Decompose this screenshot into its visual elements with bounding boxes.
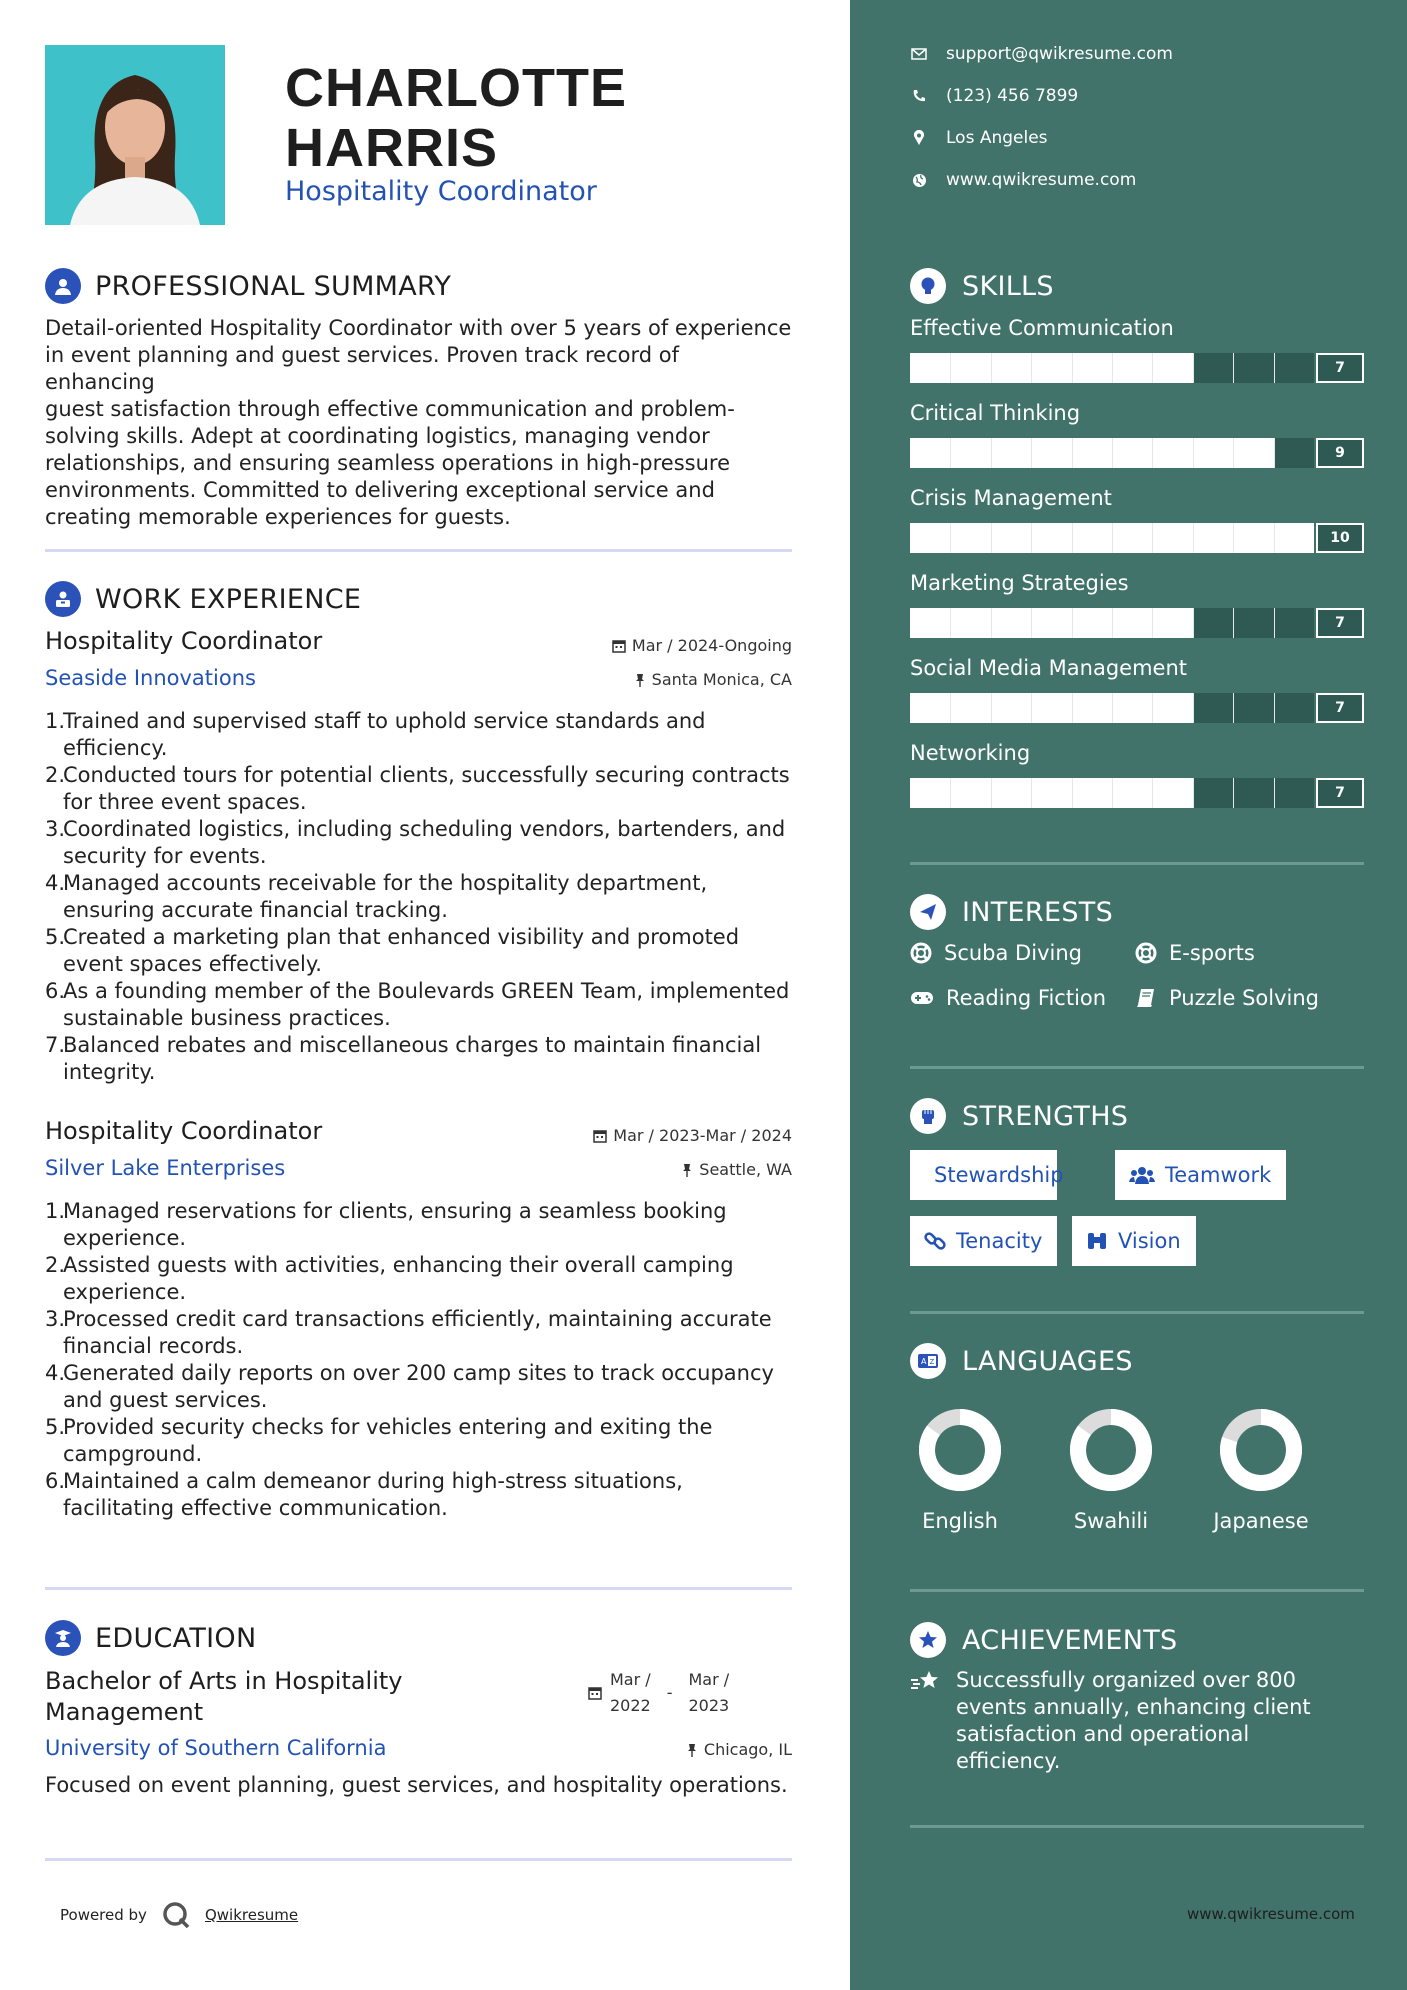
skills-title: SKILLS: [962, 270, 1054, 302]
item-line: ensuring accurate financial tracking.: [63, 898, 448, 922]
skill-score: 7: [1316, 778, 1364, 808]
strength-badge: [910, 1150, 1064, 1200]
link-icon: [924, 1230, 946, 1252]
skill-bar-segment: [1112, 438, 1113, 468]
skill-score: 7: [1316, 608, 1364, 638]
user-icon: [45, 268, 81, 304]
list-item: [45, 1360, 795, 1414]
summary-line: environments. Committed to delivering exceptional service and: [45, 478, 715, 502]
briefcase-user-icon: [45, 581, 81, 617]
summary-title: PROFESSIONAL SUMMARY: [95, 270, 452, 302]
skill-bar-segment: [950, 523, 951, 553]
job-location-text: Santa Monica, CA: [651, 670, 792, 689]
strength-badge: [910, 1216, 1057, 1266]
achievement-text: [956, 1667, 1311, 1775]
skill-bar-segment: [991, 778, 992, 808]
strength-badge: [1072, 1216, 1196, 1266]
skill-bar: [910, 523, 1314, 553]
item-line: experience.: [63, 1226, 187, 1250]
candidate-name: [285, 58, 627, 178]
company-name: Seaside Innovations: [45, 666, 256, 690]
skill-bar-segment: [1031, 523, 1032, 553]
star-icon: [910, 1622, 946, 1658]
job-date-text: Mar / 2023-Mar / 2024: [613, 1126, 792, 1145]
divider: [910, 1825, 1364, 1828]
divider: [45, 1587, 792, 1590]
strengths-heading: [910, 1098, 1128, 1134]
item-line: Coordinated logistics, including scheduling vendors, bartenders, and: [63, 817, 786, 841]
date-line: 2023: [688, 1696, 730, 1715]
item-line: financial records.: [63, 1334, 244, 1358]
interests-heading: [910, 894, 1113, 930]
skill-bar-segment: [1072, 693, 1073, 723]
skill-bar: [910, 608, 1314, 638]
list-item: [45, 762, 795, 816]
skill-score: 7: [1316, 353, 1364, 383]
location-text: Los Angeles: [946, 128, 1048, 148]
skill-bar-segment: [1152, 523, 1153, 553]
svg-text:Z: Z: [929, 1358, 935, 1366]
language-item: [1191, 1405, 1331, 1533]
skill-score: 9: [1316, 438, 1364, 468]
achievement-line: events annually, enhancing client: [956, 1695, 1311, 1719]
contact-location: [910, 128, 1048, 148]
skill-bar: [910, 353, 1314, 383]
name-line-2: HARRIS: [285, 118, 499, 178]
avatar: [45, 45, 225, 225]
interest-label: Scuba Diving: [944, 941, 1082, 965]
skill-bar-fill: [910, 693, 1193, 723]
skill-bar-segment: [1274, 353, 1275, 383]
job-date-text: Mar / 2024-Ongoing: [631, 636, 792, 655]
skill-bar-segment: [1233, 608, 1234, 638]
achievement-line: satisfaction and operational: [956, 1722, 1250, 1746]
item-line: event spaces effectively.: [63, 952, 322, 976]
list-item: [45, 978, 795, 1032]
item-line: Provided security checks for vehicles entering and exiting the: [63, 1415, 713, 1439]
phone-text: (123) 456 7899: [946, 86, 1079, 106]
list-item: [45, 1198, 795, 1252]
education-description: Focused on event planning, guest services, and hospitality operations.: [45, 1773, 788, 1797]
language-donut: [1216, 1405, 1306, 1495]
interest-item: [910, 941, 1082, 965]
users-icon: [1129, 1165, 1155, 1185]
skill-bar-segment: [1031, 693, 1032, 723]
date-line: Mar /: [688, 1670, 730, 1689]
skill-bar-segment: [1193, 353, 1194, 383]
graduation-user-icon: [45, 1620, 81, 1656]
skill-name: Crisis Management: [910, 486, 1112, 510]
date-line: Mar /: [610, 1670, 651, 1689]
item-line: integrity.: [63, 1060, 156, 1084]
degree-title: [45, 1666, 403, 1728]
contact-website[interactable]: [910, 170, 1136, 190]
language-label: Japanese: [1213, 1509, 1309, 1533]
divider: [910, 1589, 1364, 1592]
job-responsibilities: [45, 1198, 795, 1522]
education-location-text: Chicago, IL: [703, 1740, 792, 1759]
skill-name: Critical Thinking: [910, 401, 1081, 425]
envelope-icon: [910, 45, 928, 63]
skill-bar-segment: [950, 608, 951, 638]
paper-plane-icon: [910, 894, 946, 930]
powered-by-label: Powered by: [60, 1906, 147, 1924]
education-date: [588, 1667, 729, 1719]
item-number: 3.: [45, 1307, 66, 1331]
calendar-icon: [593, 1129, 607, 1143]
item-line: Managed accounts receivable for the hospitality department,: [63, 871, 708, 895]
skill-bar-fill: [910, 778, 1193, 808]
item-number: 5.: [45, 1415, 66, 1439]
date-separator: -: [666, 1683, 673, 1702]
skill-bar-segment: [1193, 523, 1194, 553]
education-location: [686, 1740, 792, 1759]
item-line: Balanced rebates and miscellaneous charges to maintain financial: [63, 1033, 762, 1057]
item-number: 1.: [45, 709, 66, 733]
profile-photo: [45, 45, 225, 225]
job-title: Hospitality Coordinator: [45, 1117, 323, 1145]
item-line: Maintained a calm demeanor during high-stress situations,: [63, 1469, 683, 1493]
item-line: security for events.: [63, 844, 267, 868]
language-label: English: [922, 1509, 998, 1533]
achievements-title: ACHIEVEMENTS: [962, 1624, 1178, 1656]
divider: [45, 1858, 792, 1861]
email-text: support@qwikresume.com: [946, 44, 1173, 64]
languages-heading: [910, 1343, 1133, 1379]
item-number: 4.: [45, 871, 66, 895]
skill-bar: [910, 778, 1314, 808]
skill-bar-segment: [991, 523, 992, 553]
skill-bar-fill: [910, 353, 1193, 383]
skill-bar-segment: [1274, 693, 1275, 723]
item-number: 4.: [45, 1361, 66, 1385]
education-title: EDUCATION: [95, 1622, 257, 1654]
date-line: 2022: [610, 1696, 651, 1715]
sidebar: [850, 0, 1407, 1990]
website-text: www.qwikresume.com: [946, 170, 1137, 190]
education-heading: [45, 1620, 256, 1656]
map-marker-icon: [910, 129, 928, 147]
interest-item: [1135, 986, 1319, 1010]
item-number: 5.: [45, 925, 66, 949]
interest-label: Puzzle Solving: [1169, 986, 1319, 1010]
pin-icon: [681, 1163, 693, 1177]
strength-label: Stewardship: [934, 1163, 1064, 1187]
job-location: [634, 670, 792, 689]
languages-title: LANGUAGES: [962, 1345, 1133, 1377]
job-responsibilities: [45, 708, 795, 1086]
calendar-icon: [612, 639, 626, 653]
gamepad-icon: [910, 989, 934, 1007]
item-line: Generated daily reports on over 200 camp sites to track occupancy: [63, 1361, 774, 1385]
skill-name: Effective Communication: [910, 316, 1174, 340]
skill-bar-segment: [1274, 608, 1275, 638]
skill-bar-segment: [1152, 778, 1153, 808]
skill-bar-segment: [1112, 693, 1113, 723]
school-name: University of Southern California: [45, 1736, 387, 1760]
skill-bar-segment: [991, 353, 992, 383]
skill-bar-segment: [1274, 778, 1275, 808]
skill-bar-segment: [1112, 353, 1113, 383]
language-item: [890, 1405, 1030, 1533]
skill-bar-segment: [1274, 523, 1275, 553]
language-donut: [1066, 1405, 1156, 1495]
skill-bar-segment: [1193, 608, 1194, 638]
strength-label: Vision: [1118, 1229, 1181, 1253]
strength-label: Tenacity: [956, 1229, 1043, 1253]
list-item: [45, 1032, 795, 1086]
life-ring-icon: [1135, 942, 1157, 964]
item-line: Conducted tours for potential clients, successfully securing contracts: [63, 763, 790, 787]
lightbulb-icon: [910, 268, 946, 304]
skill-bar-segment: [950, 693, 951, 723]
language-donut: [915, 1405, 1005, 1495]
skill-name: Marketing Strategies: [910, 571, 1129, 595]
skill-bar-fill: [910, 608, 1193, 638]
item-line: facilitating effective communication.: [63, 1496, 448, 1520]
summary-line: Detail-oriented Hospitality Coordinator with over 5 years of experience: [45, 316, 792, 340]
item-number: 1.: [45, 1199, 66, 1223]
language-label: Swahili: [1073, 1509, 1149, 1533]
skill-bar-segment: [950, 353, 951, 383]
summary-line: in event planning and guest services. Proven track record of enhancing: [45, 343, 679, 394]
summary-line: solving skills. Adept at coordinating logistics, managing vendor: [45, 424, 710, 448]
skills-heading: [910, 268, 1054, 304]
skill-bar-segment: [1152, 693, 1153, 723]
qwikresume-logo-icon: [161, 1900, 191, 1930]
strengths-title: STRENGTHS: [962, 1100, 1129, 1132]
divider: [45, 549, 792, 552]
summary-heading: [45, 268, 451, 304]
summary-line: relationships, and ensuring seamless operations in high-pressure: [45, 451, 731, 475]
achievement-line: efficiency.: [956, 1749, 1061, 1773]
footer-website[interactable]: www.qwikresume.com: [1187, 1905, 1355, 1923]
skill-bar-segment: [1031, 778, 1032, 808]
skill-bar-segment: [1152, 438, 1153, 468]
skill-name: Networking: [910, 741, 1031, 765]
skill-bar-segment: [1112, 608, 1113, 638]
skill-bar-segment: [1152, 353, 1153, 383]
item-line: As a founding member of the Boulevards GREEN Team, implemented: [63, 979, 790, 1003]
skill-bar-segment: [1072, 438, 1073, 468]
skill-bar-segment: [1112, 523, 1113, 553]
interest-label: E-sports: [1169, 941, 1255, 965]
skill-bar-segment: [1233, 438, 1234, 468]
divider: [910, 1311, 1364, 1314]
list-item: [45, 1414, 795, 1468]
skill-bar-fill: [910, 438, 1274, 468]
achievement-item: [910, 1667, 1350, 1775]
interest-item: [1135, 941, 1255, 965]
skill-bar-segment: [1072, 353, 1073, 383]
skill-bar-segment: [1072, 523, 1073, 553]
item-number: 7.: [45, 1033, 66, 1057]
skill-bar-segment: [1193, 693, 1194, 723]
list-item: [45, 1252, 795, 1306]
name-line-1: CHARLOTTE: [285, 58, 627, 118]
fist-icon: [910, 1098, 946, 1134]
list-item: [45, 1306, 795, 1360]
skill-bar-segment: [1233, 353, 1234, 383]
contact-phone[interactable]: [910, 86, 1078, 106]
item-line: Managed reservations for clients, ensuring a seamless booking: [63, 1199, 727, 1223]
education-start: [610, 1667, 651, 1719]
skill-bar-segment: [991, 608, 992, 638]
item-number: 6.: [45, 1469, 66, 1493]
divider: [910, 862, 1364, 865]
list-item: [45, 1468, 795, 1522]
globe-icon: [910, 171, 928, 189]
item-line: campground.: [63, 1442, 203, 1466]
skill-bar-segment: [1193, 438, 1194, 468]
skill-bar-segment: [1031, 353, 1032, 383]
skill-name: Social Media Management: [910, 656, 1188, 680]
job-date: [593, 1126, 792, 1145]
skill-bar-segment: [950, 438, 951, 468]
skill-score: 7: [1316, 693, 1364, 723]
powered-by: [60, 1900, 298, 1930]
skill-bar-segment: [1072, 778, 1073, 808]
skill-bar-segment: [991, 438, 992, 468]
skill-bar-segment: [1072, 608, 1073, 638]
skill-bar-segment: [1152, 608, 1153, 638]
summary-line: creating memorable experiences for guests.: [45, 505, 511, 529]
experience-heading: [45, 581, 361, 617]
job-title: Hospitality Coordinator: [45, 627, 323, 655]
pin-icon: [686, 1743, 698, 1757]
job-location-text: Seattle, WA: [699, 1160, 792, 1179]
skill-bar: [910, 438, 1314, 468]
binoculars-icon: [1086, 1230, 1108, 1252]
item-line: Assisted guests with activities, enhancing their overall camping: [63, 1253, 734, 1277]
svg-text:A: A: [921, 1357, 927, 1366]
job-date: [612, 636, 792, 655]
candidate-title: Hospitality Coordinator: [285, 176, 597, 207]
item-line: for three event spaces.: [63, 790, 307, 814]
item-line: efficiency.: [63, 736, 168, 760]
summary-text: [45, 315, 795, 531]
pin-icon: [634, 673, 646, 687]
skill-bar-segment: [1031, 608, 1032, 638]
language-item: [1041, 1405, 1181, 1533]
company-name: Silver Lake Enterprises: [45, 1156, 286, 1180]
skill-bar-segment: [1193, 778, 1194, 808]
strength-badge: [1115, 1150, 1286, 1200]
skill-bar-segment: [1233, 523, 1234, 553]
skill-bar-segment: [1031, 438, 1032, 468]
brand-link[interactable]: Qwikresume: [204, 1906, 299, 1924]
skill-bar-segment: [1233, 693, 1234, 723]
item-line: sustainable business practices.: [63, 1006, 391, 1030]
skill-bar-segment: [1274, 438, 1275, 468]
skill-bar-segment: [991, 693, 992, 723]
item-line: Processed credit card transactions efficiently, maintaining accurate: [63, 1307, 772, 1331]
item-number: 3.: [45, 817, 66, 841]
item-line: and guest services.: [63, 1388, 268, 1412]
item-line: Created a marketing plan that enhanced visibility and promoted: [63, 925, 740, 949]
education-end: [689, 1667, 730, 1719]
interest-label: Reading Fiction: [946, 986, 1107, 1010]
strength-label: Teamwork: [1165, 1163, 1272, 1187]
phone-icon: [910, 87, 928, 105]
item-number: 2.: [45, 763, 66, 787]
job-location: [681, 1160, 792, 1179]
interests-title: INTERESTS: [962, 896, 1114, 928]
book-icon: [1135, 987, 1157, 1009]
skill-score: 10: [1316, 523, 1364, 553]
list-item: [45, 816, 795, 870]
calendar-icon: [588, 1686, 602, 1700]
degree-line: Bachelor of Arts in Hospitality: [45, 1667, 403, 1695]
item-line: experience.: [63, 1280, 187, 1304]
item-line: Trained and supervised staff to uphold service standards and: [63, 709, 706, 733]
summary-line: guest satisfaction through effective communication and problem-: [45, 397, 735, 421]
skill-bar-segment: [1112, 778, 1113, 808]
life-ring-icon: [910, 942, 932, 964]
experience-title: WORK EXPERIENCE: [95, 583, 362, 615]
list-item: [45, 708, 795, 762]
skill-bar: [910, 693, 1314, 723]
star-motion-icon: [910, 1669, 942, 1695]
contact-email[interactable]: [910, 44, 1173, 64]
item-number: 6.: [45, 979, 66, 1003]
language-icon: [910, 1343, 946, 1379]
achievement-line: Successfully organized over 800: [956, 1668, 1296, 1692]
skill-bar-segment: [950, 778, 951, 808]
skill-bar-segment: [1233, 778, 1234, 808]
item-number: 2.: [45, 1253, 66, 1277]
divider: [910, 1066, 1364, 1069]
interest-item: [910, 986, 1106, 1010]
list-item: [45, 870, 795, 924]
achievements-heading: [910, 1622, 1178, 1658]
degree-line: Management: [45, 1698, 204, 1726]
list-item: [45, 924, 795, 978]
